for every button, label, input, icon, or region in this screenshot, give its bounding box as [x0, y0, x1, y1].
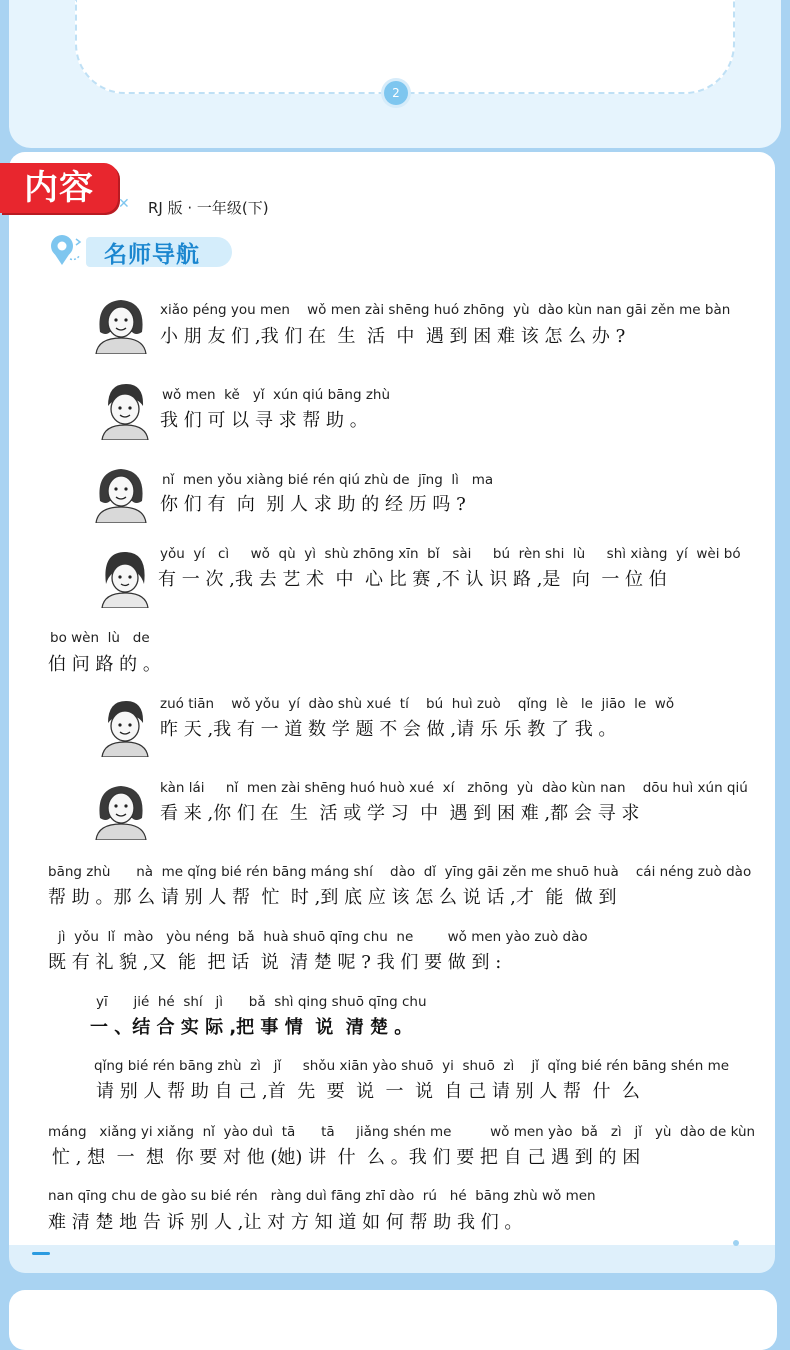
text-line: 请 别 人 帮 助 自 己 ,首 先 要 说 一 说 自 己 请 别 人 帮 什 么	[96, 1081, 640, 1102]
section-title: 名师导航	[104, 242, 200, 268]
location-pin-icon	[48, 233, 82, 267]
girl-avatar-icon	[96, 546, 154, 608]
text-line: 我 们 可 以 寻 求 帮 助 。	[160, 410, 368, 431]
pinyin-line: máng xiǎng yi xiǎng nǐ yào duì tā tā jiǎng shén me wǒ men yào bǎ zì jǐ yù dào de kùn	[48, 1124, 756, 1140]
decorative-dot	[733, 1240, 739, 1246]
edition-label: RJ 版 · 一年级(下)	[148, 199, 269, 217]
pinyin-line: bāng zhù nà me qǐng bié rén bāng máng shí dào dǐ yīng gāi zěn me shuō huà cái néng zuò dào	[48, 864, 752, 880]
pinyin-line: nǐ men yǒu xiàng bié rén qiú zhù de jīng lì ma	[162, 472, 494, 488]
teacher-avatar-icon	[92, 778, 150, 840]
boy-avatar-icon	[96, 378, 154, 440]
pinyin-line: qǐng bié rén bāng zhù zì jǐ shǒu xiān yào shuō yi shuō zì jǐ qǐng bié rén bāng shén me	[94, 1058, 730, 1074]
text-line: 你 们 有 向 别 人 求 助 的 经 历 吗 ?	[160, 494, 466, 515]
text-line: 既 有 礼 貌 ,又 能 把 话 说 清 楚 呢 ? 我 们 要 做 到 :	[48, 952, 502, 973]
teacher-avatar-icon	[92, 292, 150, 354]
pinyin-line: nan qīng chu de gào su bié rén ràng duì fāng zhī dào rú hé bāng zhù wǒ men	[48, 1188, 596, 1204]
text-line: 小 朋 友 们 ,我 们 在 生 活 中 遇 到 困 难 该 怎 么 办 ?	[160, 326, 626, 347]
text-line: 看 来 ,你 们 在 生 活 或 学 习 中 遇 到 困 难 ,都 会 寻 求	[160, 803, 640, 824]
text-line: 忙 , 想 一 想 你 要 对 他 (她) 讲 什 么 。我 们 要 把 自 己 遇 到 的 困	[52, 1147, 641, 1168]
text-line: 难 清 楚 地 告 诉 别 人 ,让 对 方 知 道 如 何 帮 助 我 们 。	[48, 1212, 523, 1233]
previous-page-card	[9, 0, 781, 148]
pinyin-line: yī jié hé shí jì bǎ shì qing shuō qīng chu	[96, 994, 427, 1010]
page-number-badge: 2	[384, 81, 408, 105]
text-line: 帮 助 。那 么 请 别 人 帮 忙 时 ,到 底 应 该 怎 么 说 话 ,才 能 做 到	[48, 887, 617, 908]
text-line: 昨 天 ,我 有 一 道 数 学 题 不 会 做 ,请 乐 乐 教 了 我 。	[160, 719, 617, 740]
pinyin-line: xiǎo péng you men wǒ men zài shēng huó zhōng yù dào kùn nan gāi zěn me bàn	[160, 302, 731, 318]
decorative-mark	[32, 1252, 50, 1255]
pinyin-line: zuó tiān wǒ yǒu yí dào shù xué tí bú huì zuò qǐng lè le jiāo le wǒ	[160, 696, 675, 712]
page-bottom-wave	[9, 1245, 775, 1273]
text-line: 有 一 次 ,我 去 艺 术 中 心 比 赛 ,不 认 识 路 ,是 向 一 位 伯	[158, 569, 667, 590]
text-line: 伯 问 路 的 。	[48, 654, 161, 675]
boy-avatar-icon	[96, 695, 154, 757]
pinyin-line: wǒ men kě yǐ xún qiú bāng zhù	[162, 387, 391, 403]
teacher-avatar-icon	[92, 461, 150, 523]
pinyin-line: yǒu yí cì wǒ qù yì shù zhōng xīn bǐ sài bú rèn shi lù shì xiàng yí wèi bó	[160, 546, 741, 562]
book-logo-icon: ✕	[118, 196, 130, 212]
content-tag: 内容	[0, 163, 118, 213]
previous-page-content-box	[75, 0, 735, 94]
pinyin-line: kàn lái nǐ men zài shēng huó huò xué xí zhōng yù dào kùn nan dōu huì xún qiú	[160, 780, 748, 796]
pinyin-line: jì yǒu lǐ mào yòu néng bǎ huà shuō qīng chu ne wǒ men yào zuò dào	[58, 929, 588, 945]
next-page-card	[9, 1290, 777, 1350]
section-header	[46, 233, 232, 269]
section-heading: 一 、结 合 实 际 ,把 事 情 说 清 楚 。	[90, 1017, 413, 1038]
pinyin-line: bo wèn lù de	[50, 630, 150, 646]
